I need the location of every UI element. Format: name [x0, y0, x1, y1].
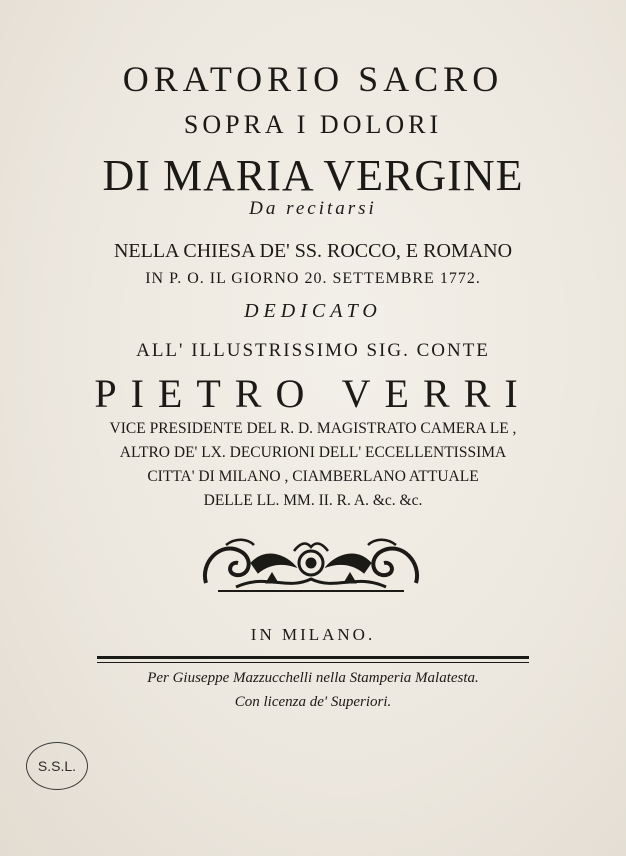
dedicatee-title-1: VICE PRESIDENTE DEL R. D. MAGISTRATO CAMERA LE , [109, 420, 517, 437]
title-line-2: SOPRA I DOLORI [183, 110, 443, 139]
dedicatee-title-2: ALTRO DE' LX. DECURIONI DELL' ECCELLENTISSIMA [119, 444, 507, 461]
double-rule-thin [97, 662, 529, 663]
double-rule-thick [97, 656, 529, 659]
imprint-printer: Per Giuseppe Mazzucchelli nella Stamperia Malatesta. [147, 670, 479, 686]
imprint-license: Con licenza de' Superiori. [234, 694, 392, 710]
title-line-3: DI MARIA VERGINE [102, 151, 524, 200]
church-line: NELLA CHIESA DE' SS. ROCCO, E ROMANO [113, 240, 513, 262]
dedicatee-title-4: DELLE LL. MM. II. R. A. &c. &c. [203, 492, 423, 509]
dedication-heading: DEDICATO [244, 300, 382, 322]
library-stamp-text: S.S.L. [37, 758, 77, 774]
title-line-1: ORATORIO SACRO [122, 59, 504, 99]
dedicatee-title-3: CITTA' DI MILANO , CIAMBERLANO ATTUALE [147, 468, 479, 485]
ornament-icon [196, 533, 426, 597]
dedicatee-name: PIETRO VERRI [94, 371, 532, 416]
title-line-4: Da recitarsi [249, 198, 377, 219]
imprint-place: IN MILANO. [250, 625, 376, 644]
dedication-addressee: ALL' ILLUSTRISSIMO SIG. CONTE [136, 340, 490, 361]
date-line: IN P. O. IL GIORNO 20. SETTEMBRE 1772. [145, 270, 481, 287]
library-stamp [26, 742, 88, 790]
